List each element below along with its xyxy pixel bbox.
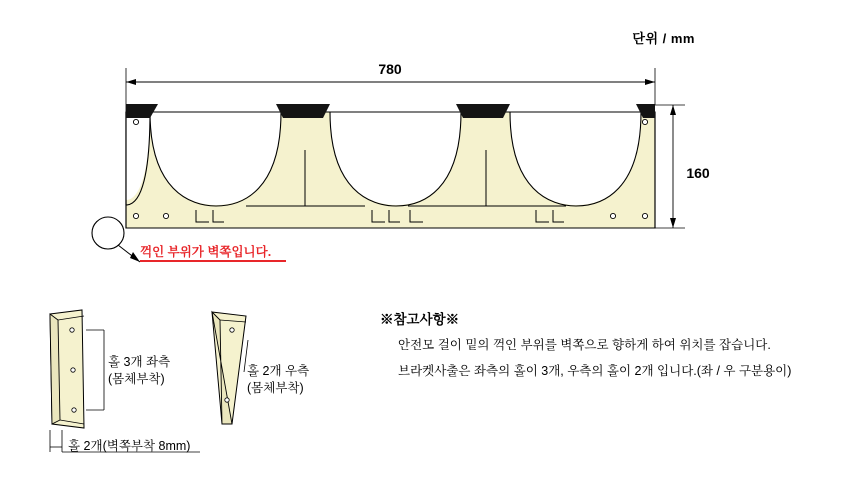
- reference-line-2: 브라켓사출은 좌측의 홀이 3개, 우측의 홀이 2개 입니다.(좌 / 우 구분용이): [398, 364, 792, 378]
- wall-side-note-underline: [140, 260, 286, 262]
- wall-side-note: 꺽인 부위가 벽쪽입니다.: [140, 245, 272, 259]
- height-dimension: [655, 105, 685, 228]
- left-bracket-label-line2: (몸체부착): [108, 372, 165, 386]
- right-bracket-label: [247, 363, 309, 397]
- right-bracket-label-line2: (몸체부착): [247, 381, 304, 395]
- left-bracket-label-line1: 홀 3개 좌측: [108, 355, 171, 369]
- reference-title: ※참고사항※: [380, 312, 460, 327]
- reference-line-1: 안전모 걸이 밑의 꺽인 부위를 벽쪽으로 향하게 하여 위치를 잡습니다.: [398, 338, 771, 352]
- right-bracket-drawing: [212, 312, 248, 424]
- unit-label: 단위 / mm: [632, 31, 695, 46]
- height-dimension-value: 160: [686, 165, 710, 181]
- bottom-hole-label: 홀 2개(벽쪽부착 8mm): [68, 439, 191, 453]
- rack-body: [126, 112, 655, 228]
- left-bracket-label: [108, 354, 170, 388]
- right-bracket-label-line1: 홀 2개 우측: [247, 364, 310, 378]
- width-dimension-value: 780: [378, 61, 402, 77]
